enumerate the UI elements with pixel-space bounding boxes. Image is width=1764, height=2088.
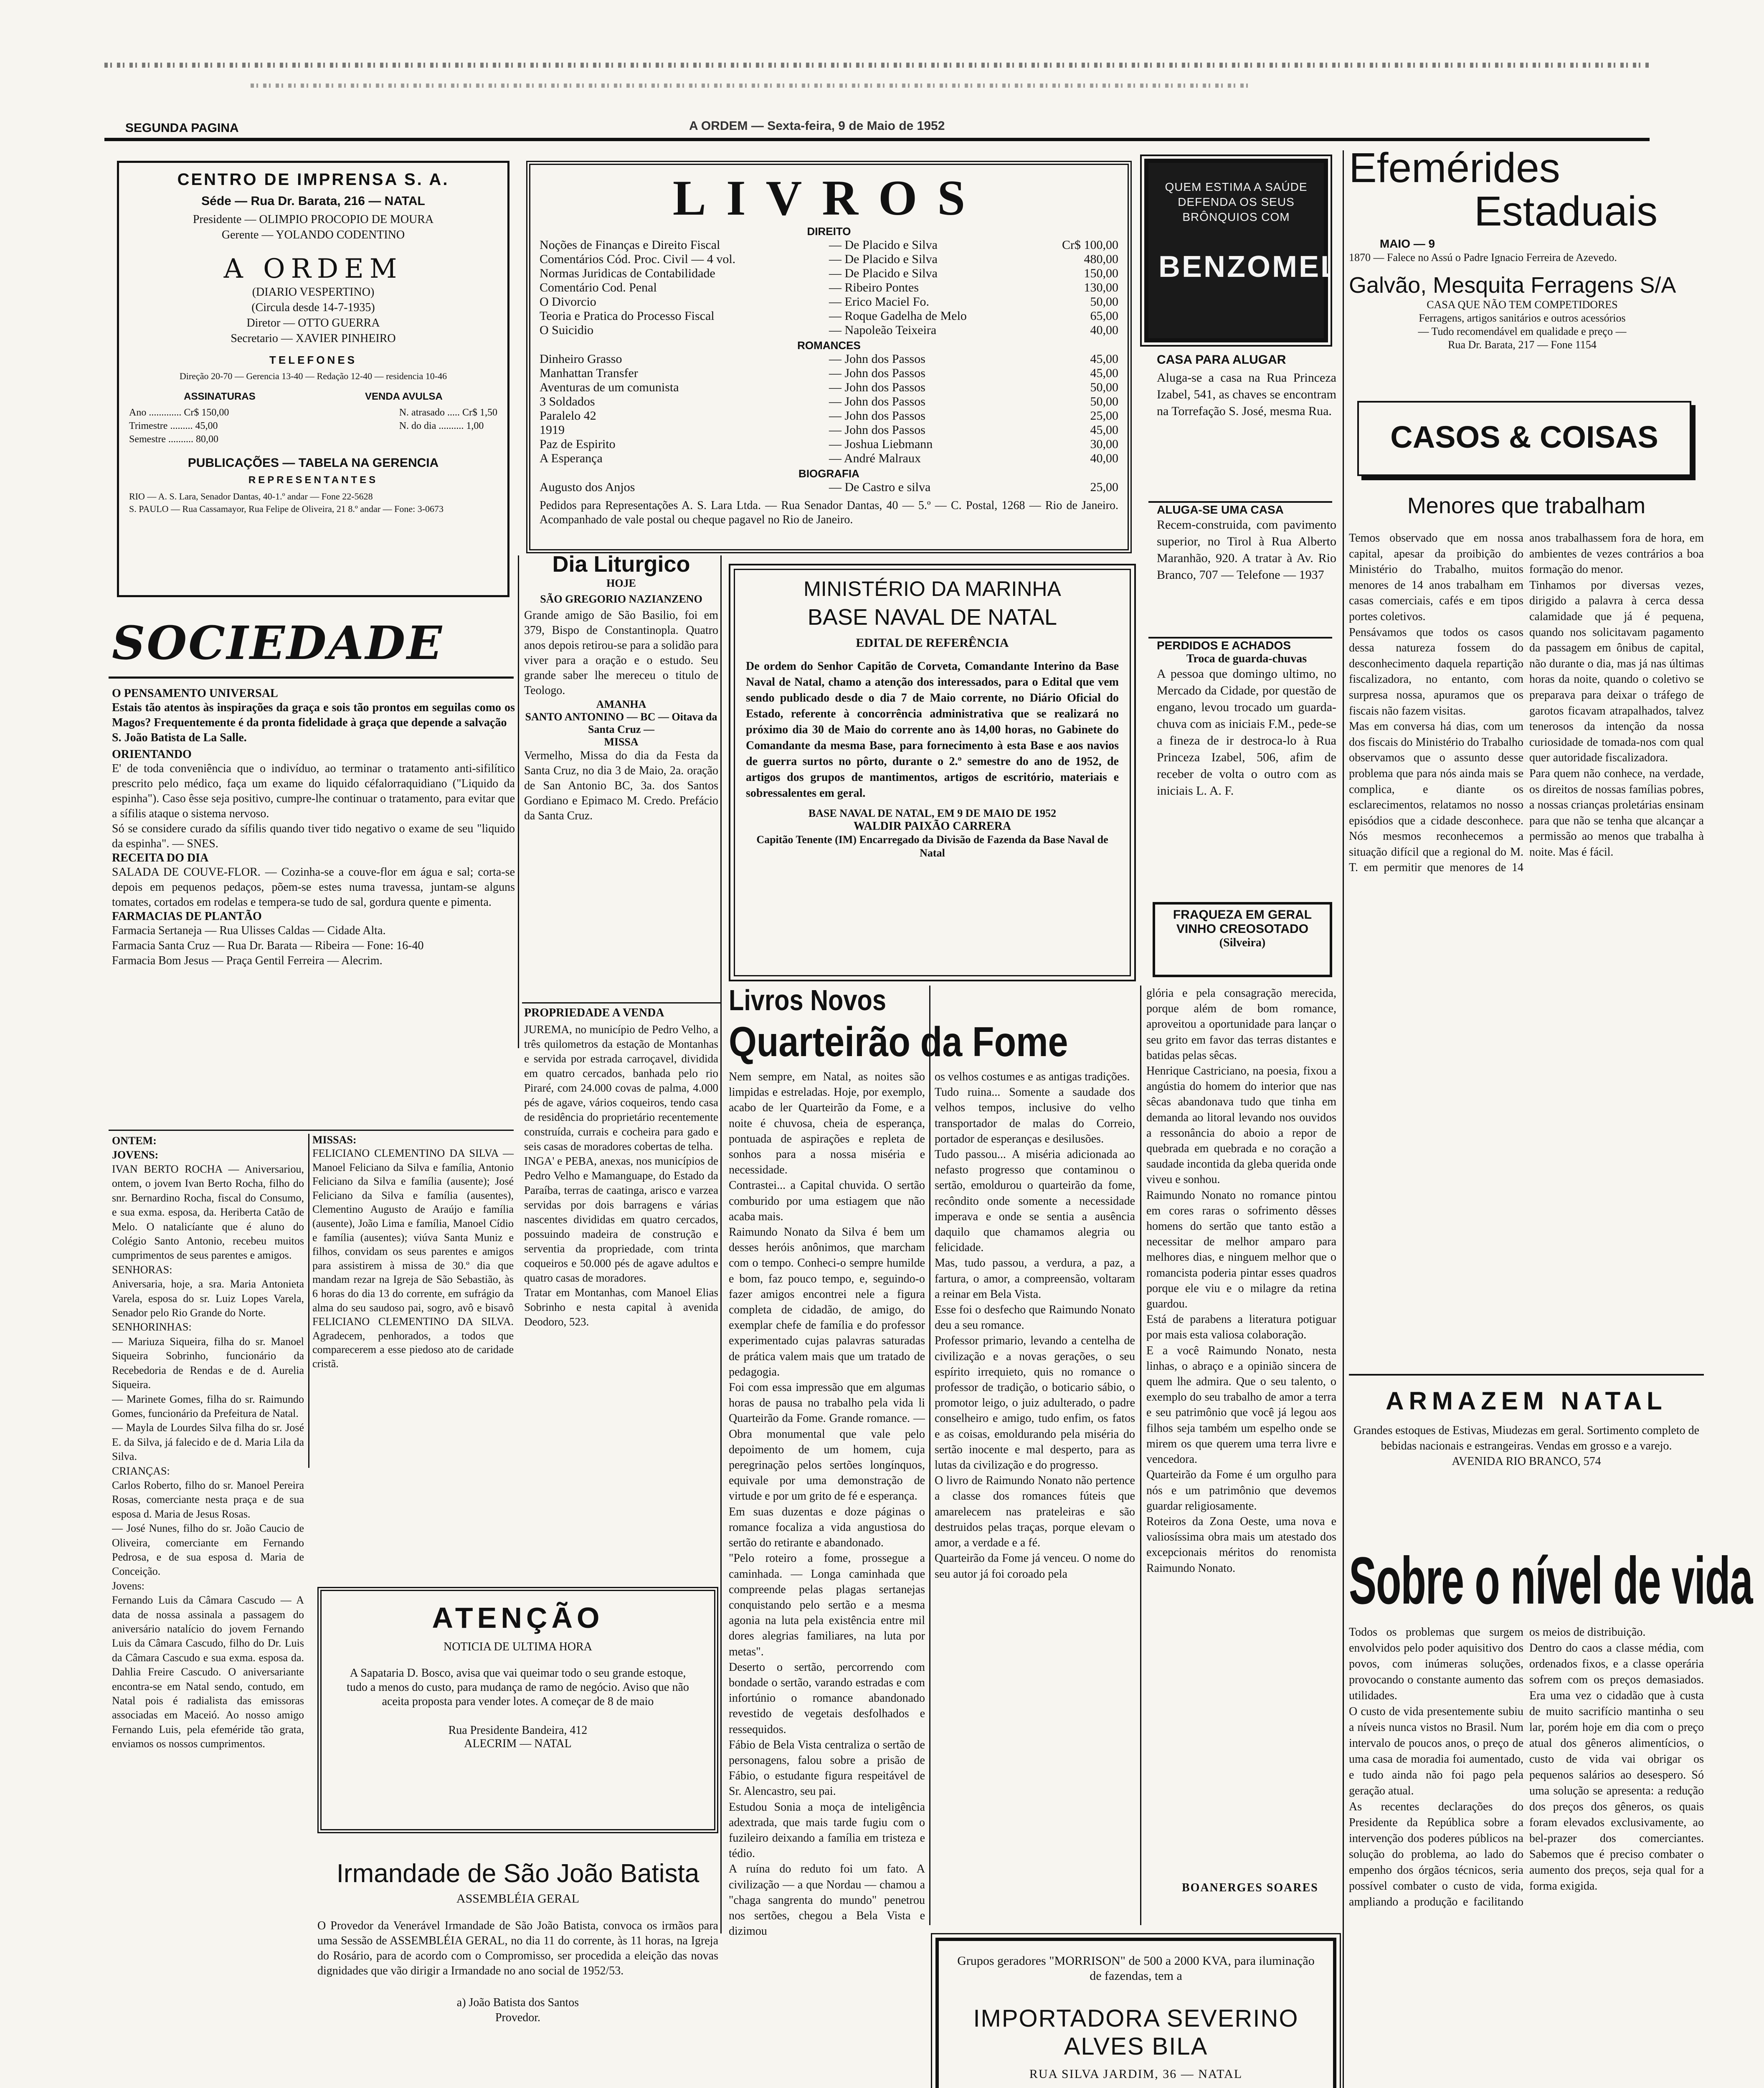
representantes-head: REPRESENTANTES (248, 474, 378, 486)
liturgico-amanha: AMANHA (596, 698, 646, 710)
galvao-lines: CASA QUE NÃO TEM COMPETIDORES Ferragens, artigos sanitários e outros acessórios — Tudo recomendável em qualidade e preço — Rua Dr. Barata, 217 — Fone 1154 (1418, 299, 1627, 351)
book-title: Teoria e Pratica do Processo Fiscal (540, 309, 715, 323)
severino-name2: ALVES BILA (1064, 2033, 1208, 2060)
atencao-addr2: ALECRIM — NATAL (464, 1737, 572, 1750)
divider (109, 677, 514, 679)
column-rule (1343, 150, 1344, 2088)
book-price: Cr$ 100,00 (1062, 238, 1118, 252)
book-title: O Divorcio (540, 295, 596, 309)
armazem-body: Grandes estoques de Estivas, Miudezas em geral. Sortimento completo de bebidas nacionais e estrangeiras. Vendas em grosso e a varejo. AVENIDA RIO BRANCO, 574 (1353, 1424, 1700, 1468)
book-price: 50,00 (1090, 395, 1118, 408)
book-row (540, 437, 1118, 451)
centro-title: CENTRO DE IMPRENSA S. A. (177, 170, 449, 189)
book-row (540, 352, 1118, 366)
casa-alugar-head: CASA PARA ALUGAR (1157, 353, 1286, 367)
assinatura-line: Ano ............. Cr$ 150,00 (129, 407, 229, 418)
irmandade-title: Irmandade de São João Batista (336, 1859, 700, 1888)
divider (522, 1002, 720, 1003)
severino-top: Grupos geradores "MORRISON" de 500 a 2000 KVA, para iluminação de fazendas, tem a (957, 1954, 1315, 1983)
irmandade-sub: ASSEMBLÉIA GERAL (456, 1892, 580, 1906)
aluga-casa-head: ALUGA-SE UMA CASA (1157, 503, 1284, 516)
severino-ad (935, 1938, 1336, 2088)
perdidos-sub: Troca de guarda-chuvas (1186, 652, 1307, 665)
book-title: Aventuras de um comunista (540, 380, 679, 394)
column-rule (720, 555, 722, 1933)
book-row (540, 281, 1118, 295)
book-author: — De Placido e Silva (829, 238, 938, 252)
book-row (540, 295, 1118, 309)
farmacias-head: FARMACIAS DE PLANTÃO (112, 910, 262, 923)
assinatura-line: Trimestre ......... 45,00 (129, 421, 218, 431)
casos-title-box (1357, 401, 1691, 476)
book-title: Normas Juridicas de Contabilidade (540, 266, 715, 280)
column-rule (518, 555, 519, 1048)
casos-sub: Menores que trabalham (1407, 493, 1646, 518)
paper-circula: (Circula desde 14-7-1935) (251, 301, 375, 314)
efemerides-title2: Estaduais (1474, 188, 1658, 235)
marinha-date: BASE NAVAL DE NATAL, EM 9 DE MAIO DE 1952 (808, 807, 1057, 819)
book-row (540, 323, 1118, 337)
centro-gerente: Gerente — YOLANDO CODENTINO (221, 228, 405, 241)
marinha-sign: WALDIR PAIXÃO CARRERA (853, 820, 1011, 833)
efemerides-entry: 1870 — Falece no Assú o Padre Ignacio Ferreira de Azevedo. (1349, 251, 1617, 264)
book-price: 150,00 (1084, 266, 1118, 280)
venda-line: N. atrasado ..... Cr$ 1,50 (399, 407, 497, 418)
book-price: 25,00 (1090, 480, 1118, 494)
efemerides-block (1349, 146, 1696, 380)
book-author: — Ribeiro Pontes (829, 281, 919, 294)
quarteirao-col3: glória e pela consagração merecida, porque além de bom romance, aproveitou a oportunidade para lançar o seu grito em favor das terras distantes e batidas pelas sêcas. Henrique Castriciano, na poesia, fixou a angústia do homem do interior que nas sêcas abandonava tudo que tinha em demanda ao litoral levando nos ouvidos a ressonância do aboio a repor de quebrada em quebrada e no coração a saudade incontida da gleba querida onde viveu e sonhou. Raimundo Nonato no romance pintou em cores raras o sofrimento dêsses homens do sertão que tanto estão a necessitar de melhor amparo para melhores dias, e ninguem melhor que o romancista poderia pintar esses quadros porque ele viu e o milagre da retina guardou. Está de parabens a literatura potiguar por mais esta valiosa colaboração. E a você Raimundo Nonato, nesta linhas, o abraço e a opinião sincera de quem lhe admira. Que o seu talento, o exemplo do seu trabalho de amor a terra e seu patrimônio que você já legou aos filhos seja também um espelho onde se mirem os que querem uma terra livre e vencedora. Quarteirão da Fome é um orgulho para nós e um patrimônio que devemos guardar religiosamente. Roteiros da Zona Oeste, uma nova e valiosíssima obra mais um atestado dos excepcionais méritos do renomista Raimundo Nonato. (1146, 987, 1336, 1575)
liturgico-body2: Vermelho, Missa do dia da Festa da Santa Cruz, no dia 3 de Maio, 2a. oração de San Antonio BC, 3a. dos Santos Gordiano e Epimaco M. Credo. Prefácio da Santa Cruz. (524, 749, 718, 822)
perdidos-body: A pessoa que domingo ultimo, no Mercado da Cidade, por questão de engano, levou trocado um guarda-chuva com as iniciais F.M., pede-se a fineza de ir destroca-lo à Rua Princeza Izabel, 506, afim de receber de volta o outro com as iniciais L. A. F. (1157, 667, 1336, 798)
centro-sede: Séde — Rua Dr. Barata, 216 — NATAL (201, 194, 425, 208)
quarteirao-author: BOANERGES SOARES (1182, 1881, 1318, 1894)
irmandade-ad (317, 1858, 718, 2088)
book-title: Manhattan Transfer (540, 366, 638, 380)
liturgico-saint: SÃO GREGORIO NAZIANZENO (540, 593, 702, 605)
livros-section-biografia: BIOGRAFIA (798, 467, 859, 480)
casa-alugar-body: Aluga-se a casa na Rua Princeza Izabel, 541, as chaves se encontram na Torrefação S. José, mesma Rua. (1157, 371, 1336, 418)
book-title: Comentário Cod. Penal (540, 281, 657, 294)
severino-name1: IMPORTADORA SEVERINO (973, 2005, 1299, 2032)
book-title: O Suicidio (540, 323, 594, 337)
book-price: 30,00 (1090, 437, 1118, 451)
atencao-body: A Sapataria D. Bosco, avisa que vai queimar todo o seu grande estoque, tudo a menos do custo, para mudança de ramo de negócio. Aviso que não aceita proposta para vender lotes. A começar de 8 de maio (347, 1667, 689, 1708)
missas-column (312, 1134, 514, 1468)
book-author: — Roque Gadelha de Melo (829, 309, 967, 323)
divider (1148, 637, 1332, 639)
liturgico-title: Dia Liturgico (552, 552, 690, 577)
paper-name: A ORDEM (223, 253, 403, 284)
book-row (540, 380, 1118, 395)
book-row (540, 266, 1118, 281)
book-row (540, 480, 1118, 494)
quarteirao-title: Quarteirão da Fome (729, 1019, 1068, 1065)
divider (1148, 501, 1332, 503)
centro-imprensa-box (117, 161, 509, 597)
book-title: A Esperança (540, 451, 603, 465)
book-author: — Joshua Liebmann (829, 437, 933, 451)
telefones-head: TELEFONES (269, 354, 357, 366)
book-author: — John dos Passos (829, 380, 925, 394)
scan-edge-noise (251, 84, 1253, 88)
severino-addr: RUA SILVA JARDIM, 36 — NATAL (1029, 2067, 1243, 2081)
book-author: — André Malraux (829, 451, 921, 465)
book-title: 3 Soldados (540, 395, 595, 408)
book-row (540, 309, 1118, 323)
book-price: 45,00 (1090, 423, 1118, 437)
livros-ad (526, 161, 1132, 553)
livros-footer: Pedidos para Representações A. S. Lara Ltda. — Rua Senador Dantas, 40 — 5.º — C. Postal, 1268 — Rio de Janeiro. Acompanhado de vale postal ou cheque pagavel no Rio de Janeiro. (540, 499, 1118, 526)
perdidos-head: PERDIDOS E ACHADOS (1157, 639, 1291, 652)
liturgico-body: Grande amigo de São Basilio, foi em 379, Bispo de Constantinopla. Quatro anos depois retirou-se para a solidão para viver para a oração e o estudo. Seu grande saber lhe mereceu o titulo de Teologo. (524, 609, 718, 697)
pensamento-body: Estais tão atentos às inspirações da graça e sois tão prontos em seguilas como os Magos? Frequentemente é da pronta fidelidade à graça que depende a salvação S. João Batista de La Salle. (112, 701, 515, 744)
assinatura-line: Semestre .......... 80,00 (129, 434, 218, 445)
marinha-edital (729, 564, 1136, 981)
sobre-title: Sobre o nível de vida (1349, 1543, 1753, 1618)
column-rule (929, 986, 930, 1925)
book-price: 40,00 (1090, 323, 1118, 337)
quarteirao-kicker: Livros Novos (729, 984, 886, 1016)
benzomel-brand: BENZOMEL (1158, 250, 1341, 284)
liturgico-hoje: HOJE (606, 577, 636, 589)
paper-secretario: Secretario — XAVIER PINHEIRO (231, 332, 396, 345)
book-author: — Erico Maciel Fo. (829, 295, 929, 309)
venda-line: N. do dia .......... 1,00 (399, 421, 484, 431)
propriedade-venda (524, 1006, 718, 1482)
quarteirao-col1: Nem sempre, em Natal, as noites são limpidas e estreladas. Hoje, por exemplo, acabo de ler Quarteirão da Fome, e a noite é chuvosa, cheia de esperança, pontuada de aspirações e repleta de sonhos para a nossa miséria e necessidade. Contrastei... a Capital chuvida. O sertão comburido por uma estiagem que não acaba mais. Raimundo Nonato da Silva é bem um desses heróis anônimos, que marcham com o tempo. Conheci-o sempre humilde e bom, faz pouco tempo, e, seguindo-o fazer amigos encontrei nele a figura completa de cidadão, de amigo, do exemplar chefe de família e do professor experimentado cujas palavras saturadas de prática valem mais que um tratado de pedagogia. Foi com essa impressão que em algumas horas de pausa no trabalho pela vida li Quarteirão da Fome. Grande romance. — Obra monumental que vale pelo depoimento de um homem, cuja peregrinação pelos sertões longínquos, equivale por uma demonstração de virtude e por um grito de fé e esperança. Em suas duzentas e doze páginas o romance focaliza a vida angustiosa do sertão do retirante e abandonado. "Pelo roteiro a fome, prossegue a caminhada. — Longa caminhada que compreende pelas plagas sertanejas conquistando pelo sertão e a mesma agonia na luta pela existência entre mil dores alegrias familiares, na luta por metas". Deserto o sertão, percorrendo com bondade o sertão, varando estradas e com infortúnio o romance abandonado revestido de vegetais desfolhados e ressequidos. Fábio de Bela Vista centraliza o sertão de personagens, falou sobre a prisão de Fábio, o estudante figura respeitável de Sr. Alencastro, seu pai. Estudou Sonia a moça de inteligência adextrada, que mais tarde fugiu com o fuzileiro deixando a família em tristeza e tédio. A ruína do reduto foi um fato. A civilização — a que Nordau — chamou a "chaga sangrenta do mundo" penetrou nos sertões, chegou a Bela Vista e dizimou (729, 1070, 925, 1938)
marinha-edital: EDITAL DE REFERÊNCIA (856, 636, 1009, 650)
galvao-name: Galvão, Mesquita Ferragens S/A (1349, 273, 1676, 298)
efemerides-title1: Efemérides (1349, 144, 1560, 191)
aluga-casa-ad (1157, 503, 1336, 645)
paper-subtitle: (DIARIO VESPERTINO) (252, 286, 375, 299)
telefones-line: Direção 20-70 — Gerencia 13-40 — Redação 12-40 — residencia 10-46 (179, 371, 447, 381)
book-price: 480,00 (1084, 252, 1118, 266)
divider (109, 1130, 514, 1131)
fraqueza-line2: VINHO CREOSOTADO (1176, 922, 1309, 936)
marinha-title2: BASE NAVAL DE NATAL (807, 605, 1057, 630)
propriedade-body: JUREMA, no município de Pedro Velho, a três quilometros da estação de Montanhas e servida por estrada carroçavel, dividida em quatro cercados, banhada pelo rio Piraré, com 24.000 covas de palma, 4.000 pés de agave, vários coqueiros, tendo casa de residência do proprietário recentemente construída, currais e cocheira para gado e seis casas de moradores cobertas de telha. INGA' e PEBA, anexas, nos municípios de Pedro Velho e Mamanguape, do Estado da Paraíba, terras de caatinga, arisco e varzea servidas por dois barragens e várias nascentes divididas em quatro cercados, possuindo madeira de construção e serventia da propriedade, com trinta coqueiros e 50.000 pés de agave adultos e quatro casas de moradores. Tratar em Montanhas, com Manoel Elias Sobrinho e nesta capital à avenida Deodoro, 523. (524, 1023, 718, 1328)
ontem-head: ONTEM: JOVENS: (112, 1135, 159, 1161)
sobre-nivel-vida (1349, 1543, 1753, 2088)
book-author: — De Castro e silva (829, 480, 931, 494)
book-title: Augusto dos Anjos (540, 480, 635, 494)
book-row (540, 238, 1118, 252)
column-rule (308, 1134, 309, 1468)
book-title: 1919 (540, 423, 565, 437)
livros-romances-list (540, 352, 1118, 466)
column-rule (1140, 986, 1141, 1925)
book-row (540, 252, 1118, 266)
book-price: 65,00 (1090, 309, 1118, 323)
livros-section-direito: DIREITO (807, 225, 851, 238)
book-title: Paz de Espirito (540, 437, 616, 451)
book-price: 25,00 (1090, 409, 1118, 423)
sociedade-section (112, 687, 515, 1125)
pensamento-head: O PENSAMENTO UNIVERSAL (112, 687, 278, 700)
atencao-ad (317, 1587, 718, 1833)
sobre-body: Todos os problemas que surgem envolvidos pelo poder aquisitivo dos povos, com inúmeras soluções, provocando o constante aumento das utilidades. O custo de vida presentemente subiu a níveis nunca vistos no Brasil. Num intervalo de poucos anos, o preço de uma casa de moradia foi aumentado, e tudo ainda não foi pago pela geração atual. As recentes declarações do Presidente da República sobre a intervenção dos poderes públicos na solução do problema, ao lado do empenho dos órgãos técnicos, seria possível combater o custo de vida, ampliando a produção e facilitando os meios de distribuição. Dentro do caos a classe média, com ordenados fixos, e a classe operária sofrem com os preços demasiados. Era uma vez o cidadão que à custa de muito sacrifício mantinha o seu lar, porém hoje em dia com o preço atual dos gêneros alimentícios, o custo de vida vai obrigar os pequenos salários ao desespero. Só uma solução se apresenta: a redução dos preços dos gêneros, os quais foram elevados exclusivamente, ao bel-prazer dos comerciantes. Sabemos que é preciso combater o aumento dos preços, seja qual for a forma exigida. (1349, 1626, 1704, 1908)
casos-body: Temos observado que em nossa capital, apesar da proibição do Ministério do Trabalho, muitos menores de 14 anos trabalham em casas comerciais, cafés e em tipos portes coletivos. Pensávamos que todos os casos dessa natureza fossem do desconhecimento daquela repartição fiscalizadora, no entanto, com surpresa nossa, apuramos que os fiscais não fazem visitas. Mas em conversa há dias, com um dos fiscais do Ministério do Trabalho observamos que o assunto desse problema que para nós ainda mais se complica, e diante os esclarecimentos, relatamos no nosso episódios que a cidade desconhece. Nós mesmos reconhecemos a situação difícil que a regional do M. T. em permitir que menores de 14 anos trabalhassem fora de hora, em ambientes de vezes contrários a boa formação do menor. Tinhamos por diversas vezes, dirigido a palavra à cerca dessa calamidade que já é pequena, quando nos solicitavam pagamento da passagem em ônibus de capital, não durante o dia, mas já nas últimas horas da noite, quando o coletivo se preparava para deixar o tráfego de garotos ficavam atrapalhados, talvez tenerosos da intenção da nossa curiosidade de tomada-nos com qual quer autoridade fiscalizadora. Para quem não conhece, na verdade, os direitos de nossas famílias pobres, a nossas crianças proletárias ensinam para que não se tenha que alcançar a permissão ao menos que trabalha à noite. Mas é fácil. (1349, 532, 1704, 874)
casa-alugar-ad (1157, 353, 1336, 522)
receita-head: RECEITA DO DIA (112, 851, 209, 864)
ontem-column (112, 1134, 304, 2088)
book-price: 40,00 (1090, 451, 1118, 465)
fraqueza-line3: (Silveira) (1219, 936, 1266, 949)
book-author: — De Placido e Silva (829, 266, 938, 280)
page-label: SEGUNDA PAGINA (125, 121, 239, 135)
paper-diretor: Diretor — OTTO GUERRA (246, 317, 380, 329)
missas-head: MISSAS: (312, 1134, 357, 1146)
book-row (540, 451, 1118, 466)
scan-edge-noise (104, 63, 1650, 68)
livros-direito-list (540, 238, 1118, 337)
book-title: Dinheiro Grasso (540, 352, 622, 366)
casos-coisas (1349, 401, 1704, 1236)
irmandade-body: O Provedor da Venerável Irmandade de São João Batista, convoca os irmãos para uma Sessão de ASSEMBLÉIA GERAL, no dia 11 do corrente, às 11 horas, na Igreja do Rosário, para de acordo com o Compromisso, ser procedida a eleição das novas dignidades que vão dirigir a Irmandade no ano social de 1952/53. (317, 1919, 718, 1977)
quarteirao-col2: os velhos costumes e as antigas tradições. Tudo ruina... Somente a saudade dos velhos tempos, inclusive do velho transportador de malas do Correio, portador de esperanças e desilusões. Tudo passou... A miséria adicionada ao nefasto progresso que contaminou o sertão, emoldurou o quarteirão da fome, recôndito onde somente a necessidade imperava e onde se sentia a ausência daquilo que chamamos alegria ou felicidade. Mas, tudo passou, a verdura, a paz, a fartura, o amor, a compreensão, voltaram a reinar em Bela Vista. Esse foi o desfecho que Raimundo Nonato deu a seu romance. Professor primario, levando a centelha de civilização e a novas gerações, o seu espírito irrequieto, quis no romance o professor de tradição, o boticario sábio, o promotor leigo, o juiz adulterado, o padre conselheiro e amigo, tudo enfim, os fatos e as coisas, emoldurando pela miséria do sertão inocente e mal desperto, para as lutas da civilização e do progresso. O livro de Raimundo Nonato não pertence a classe dos romances fúteis que amarelecem nas prateleiras e são destruidos pelas traças, porque elevam o amor, a verdade e a fé. Quarteirão da Fome já venceu. O nome do seu autor já foi coroado pela (935, 1070, 1135, 1581)
book-price: 45,00 (1090, 366, 1118, 380)
dia-liturgico (524, 551, 718, 994)
book-author: — John dos Passos (829, 366, 925, 380)
farmacias-body: Farmacia Sertaneja — Rua Ulisses Caldas — Cidade Alta. Farmacia Santa Cruz — Rua Dr. Barata — Ribeira — Fone: 16-40 Farmacia Bom Jesus — Praça Gentil Ferreira — Alecrim. (112, 924, 424, 967)
propriedade-head: PROPRIEDADE A VENDA (524, 1006, 664, 1019)
orientando-body: E' de toda conveniência que o indivíduo, ao terminar o tratamento anti-sifilítico prescrito pelo médico, faça um exame do liquido céfalorraquidiano ("Liquido da espinha"). Caso êsse seja positivo, cumpre-lhe continuar o tratamento, para evitar que a sífilis ataque o sistema nervoso. Só se considere curado da sífilis quando tiver tido negativo o exame de seu "liquido da espinha". — SNES. (112, 762, 515, 850)
receita-body: SALADA DE COUVE-FLOR. — Cozinha-se a couve-flor em água e sal; corta-se depois em pequenos pedaços, põem-se estes numa travessa, juntam-se alguns tomates, cortados em rodelas e tempera-se tudo de sal, gordura quente e pimenta. (112, 866, 515, 909)
fraqueza-ad (1153, 902, 1332, 977)
orientando-head: ORIENTANDO (112, 748, 192, 761)
atencao-sub: NOTICIA DE ULTIMA HORA (444, 1640, 592, 1653)
book-price: 50,00 (1090, 380, 1118, 394)
book-author: — John dos Passos (829, 395, 925, 408)
armazem-natal (1349, 1374, 1704, 1508)
book-row (540, 395, 1118, 409)
perdidos-achados (1157, 639, 1336, 877)
book-author: — John dos Passos (829, 423, 925, 437)
book-author: — John dos Passos (829, 352, 925, 366)
sociedade-title: SOCIEDADE (112, 616, 444, 670)
casos-title: CASOS & COISAS (1390, 420, 1658, 454)
representantes-lines: RIO — A. S. Lara, Senador Dantas, 40-1.º andar — Fone 22-5628 S. PAULO — Rua Cassamayor, Rua Felipe de Oliveira, 21 8.º andar — Fone: 3-0673 (129, 491, 444, 514)
livros-title: LIVROS (672, 170, 986, 226)
marinha-sign-role: Capitão Tenente (IM) Encarregado da Divisão de Fazenda da Base Naval de Natal (756, 834, 1108, 859)
book-author: — De Placido e Silva (829, 252, 938, 266)
liturgico-missa: MISSA (604, 736, 639, 748)
assinaturas-head: ASSINATURAS (184, 391, 256, 402)
missas-body: FELICIANO CLEMENTINO DA SILVA — Manoel Feliciano da Silva e família, Antonio Feliciano da Silva e família (ausente); José Feliciano da Silva e família (ausentes), Clementino Augusto de Araújo e família (ausente), João Lima e família, Manoel Cídio e família (ausentes); viúva Santa Muniz e filhos, convidam os seus parentes e amigos para assistirem à missa de 30.º dia que mandam rezar na Igreja de São Sebastião, às 6 horas do dia 13 do corrente, em sufrágio da alma do seu saudoso pai, sogro, avô e bisavô FELICIANO CLEMENTINO DA SILVA. Agradecem, penhorados, a todos que comparecerem a esse piedoso ato de caridade cristã. (312, 1147, 514, 1370)
book-row (540, 423, 1118, 437)
book-row (540, 366, 1118, 380)
book-author: — John dos Passos (829, 409, 925, 423)
book-author: — Napoleão Teixeira (829, 323, 937, 337)
book-title: Paralelo 42 (540, 409, 596, 423)
divider (1349, 1374, 1704, 1376)
centro-presidente: Presidente — OLIMPIO PROCOPIO DE MOURA (193, 213, 434, 226)
irmandade-sign: a) João Batista dos Santos Provedor. (456, 1996, 579, 2024)
armazem-title: ARMAZEM NATAL (1386, 1387, 1667, 1415)
book-price: 50,00 (1090, 295, 1118, 309)
paper-dateline: A ORDEM — Sexta-feira, 9 de Maio de 1952 (689, 119, 945, 133)
livros-section-romances: ROMANCES (797, 339, 861, 352)
book-price: 45,00 (1090, 352, 1118, 366)
venda-avulsa-head: VENDA AVULSA (365, 391, 443, 402)
marinha-body: De ordem do Senhor Capitão de Corveta, Comandante Interino da Base Naval de Natal, chamo a atenção dos interessados, para o Edital que vem sendo publicado desde o dia 7 de Maio corrente, no Diário Oficial do Estado, referente à concorrência administrativa que se realizará no próximo dia 30 de Maio do corrente ano às 14,00 horas, no Gabinete do Comandante da mesma Base, para fornecimento à esta Base e aos navios de guerra surtos no pôrto, durante o 2.º semestre do ano de 1952, de artigos dos grupos de mantimentos, artigos de escritório, materiais e sobressalentes em geral. (746, 660, 1119, 800)
fraqueza-line1: FRAQUEZA EM GERAL (1173, 908, 1312, 922)
benzomel-ad (1144, 159, 1341, 342)
liturgico-saint2: SANTO ANTONINO — BC — Oitava da Santa Cruz — (525, 711, 717, 735)
book-title: Noções de Finanças e Direito Fiscal (540, 238, 720, 252)
benzomel-top: QUEM ESTIMA A SAÚDE DEFENDA OS SEUS BRÔNQUIOS COM (1165, 180, 1308, 223)
masthead-rule (104, 138, 1650, 141)
ontem-body: IVAN BERTO ROCHA — Aniversariou, ontem, o jovem Ivan Berto Rocha, filho do snr. Bernardino Rocha, fiscal do Consumo, e sua exma. esposa, da. Heriberta Catão de Melo. O natalicíante que é aluno do Colégio Santo Antonio, recebeu muitos cumprimentos de seus parentes e amigos. SENHORAS: Aniversaria, hoje, a sra. Maria Antonieta Varela, esposa do sr. Luiz Lopes Varela, Senador pelo Rio Grande do Norte. SENHORINHAS: — Mariuza Siqueira, filha do sr. Manoel Siqueira Sobrinho, funcionário da Recebedoria de Rendas e de d. Aurelia Siqueira. — Marinete Gomes, filha do sr. Raimundo Gomes, funcionário da Prefeitura de Natal. — Mayla de Lourdes Silva filha do sr. José E. da Silva, já falecido e de d. Maria Lila da Silva. CRIANÇAS: Carlos Roberto, filho do sr. Manoel Pereira Rosas, comerciante nesta praça e de sua esposa d. Maria de Jesus Rosas. — José Nunes, filho do sr. João Caucio de Oliveira, comerciante em Fernando Pedrosa, e de sua esposa d. Maria de Conceição. Jovens: Fernando Luis da Câmara Cascudo — A data de nossa assinala a passagem do aniversário natalício do jovem Fernando Luis da Câmara Cascudo, filho do Dr. Luis da Câmara Cascudo e sua exma. esposa da. Dahlia Freire Cascudo. O aniversariante encontra-se em Natal sendo, contudo, em Natal pois é radialista das emissoras associadas em Maceió. Ao nosso amigo Fernando Luis, pela efeméride tão grata, enviamos os nossos cumprimentos. (112, 1163, 304, 1750)
book-title: Comentários Cód. Proc. Civil — 4 vol. (540, 252, 736, 266)
publicacoes-head: PUBLICAÇÕES — TABELA NA GERENCIA (188, 456, 439, 470)
marinha-title1: MINISTÉRIO DA MARINHA (803, 577, 1061, 601)
efemerides-date: MAIO — 9 (1379, 237, 1435, 250)
atencao-addr1: Rua Presidente Bandeira, 412 (448, 1724, 588, 1737)
livros-biografia-list (540, 480, 1118, 494)
aluga-casa-body: Recem-construida, com pavimento superior, no Tirol à Rua Alberto Maranhão, 920. A tratar à Av. Rio Branco, 707 — Telefone — 1937 (1157, 518, 1336, 582)
atencao-title: ATENÇÃO (432, 1601, 604, 1634)
book-row (540, 409, 1118, 423)
book-price: 130,00 (1084, 281, 1118, 294)
